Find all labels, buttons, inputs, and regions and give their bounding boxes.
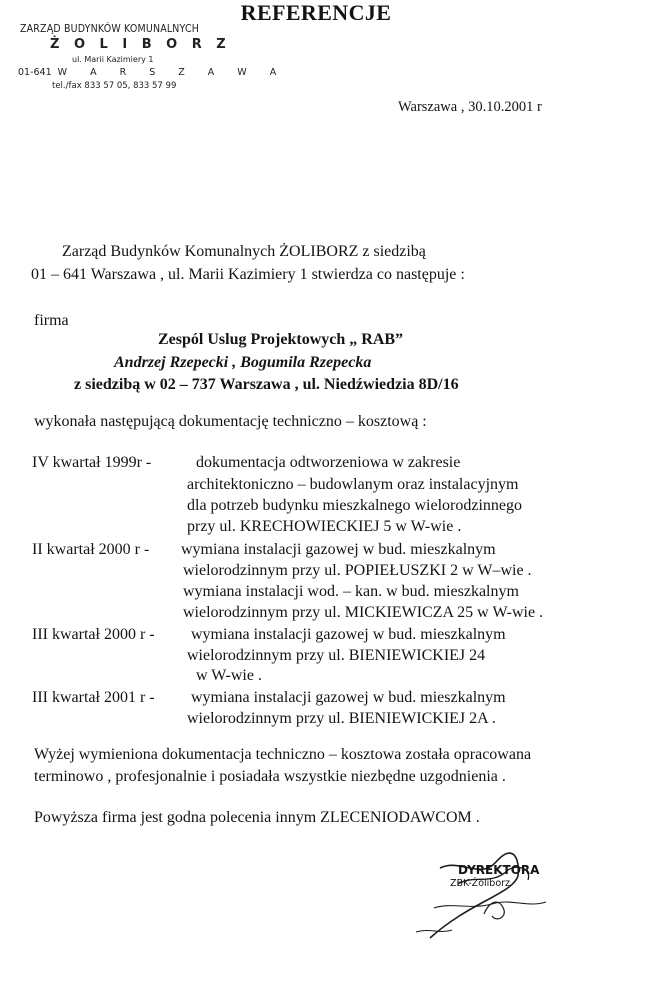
conclusion-line-2: terminowo , profesjonalnie i posiadała wszystkie niezbędne uzgodnienia .: [34, 768, 506, 785]
date-line: Warszawa , 30.10.2001 r: [398, 99, 542, 115]
letterhead-name: ZARZĄD BUDYNKÓW KOMUNALNYCH: [20, 22, 200, 35]
entry-line: architektoniczno – budowlanym oraz instalacyjnym: [187, 476, 519, 493]
signature-stamp-office: ZBK-Żoliborz: [450, 878, 511, 889]
signature-stamp-title: DYREKTORA: [458, 863, 540, 877]
intro-line-1: Zarząd Budynków Komunalnych ŻOLIBORZ z siedzibą: [62, 243, 426, 260]
entry-line: wymiana instalacji gazowej w bud. mieszkalnym: [181, 541, 496, 558]
letterhead-address-line: [18, 67, 286, 78]
letterhead-stamp: [14, 22, 287, 102]
letterhead-postal-code: 01-641: [18, 67, 52, 78]
entry-line: przy ul. KRECHOWIECKIEJ 5 w W-wie .: [187, 518, 462, 535]
entry-line: wielorodzinnym przy ul. BIENIEWICKIEJ 2A .: [187, 710, 496, 727]
entry-line: wielorodzinnym przy ul. BIENIEWICKIEJ 24: [187, 647, 486, 664]
firm-owners: Andrzej Rzepecki , Bogumila Rzepecka: [114, 354, 372, 371]
intro-line-2: 01 – 641 Warszawa , ul. Marii Kazimiery 1 stwierdza co następuje :: [31, 266, 465, 283]
director-signature: [400, 850, 590, 950]
letterhead-city: W A R S Z A W A: [57, 67, 287, 78]
entry-line: wielorodzinnym przy ul. POPIEŁUSZKI 2 w W–wie .: [183, 562, 532, 579]
entry-line: dokumentacja odtworzeniowa w zakresie: [196, 454, 461, 471]
document-title: REFERENCJE: [240, 0, 392, 25]
firm-address: z siedzibą w 02 – 737 Warszawa , ul. Niedźwiedzia 8D/16: [74, 376, 459, 393]
entry-line: dla potrzeb budynku mieszkalnego wielorodzinnego: [187, 497, 523, 514]
entry-line: wymiana instalacji gazowej w bud. mieszkalnym: [191, 626, 506, 643]
conclusion-line-1: Wyżej wymieniona dokumentacja techniczno – kosztowa została opracowana: [34, 746, 532, 763]
entry-period: IV kwartał 1999r -: [32, 454, 152, 471]
entry-line: wymiana instalacji gazowej w bud. mieszkalnym: [191, 689, 506, 706]
letterhead-street: ul. Marii Kazimiery 1: [72, 55, 154, 64]
letterhead-phone: tel./fax 833 57 05, 833 57 99: [52, 81, 177, 91]
firm-label: firma: [34, 312, 69, 329]
entry-period: III kwartał 2001 r -: [32, 689, 155, 706]
entry-period: II kwartał 2000 r -: [32, 541, 150, 558]
work-intro: wykonała następującą dokumentację techniczno – kosztową :: [34, 413, 427, 430]
letterhead-district: Ż O L I B O R Z: [50, 37, 231, 52]
entry-line: wymiana instalacji wod. – kan. w bud. mieszkalnym: [183, 583, 519, 600]
recommendation: Powyższa firma jest godna polecenia innym ZLECENIODAWCOM .: [34, 809, 480, 826]
entry-line: w W-wie .: [196, 667, 262, 684]
entry-line: wielorodzinnym przy ul. MICKIEWICZA 25 w W-wie .: [183, 604, 544, 621]
firm-name: Zespól Uslug Projektowych „ RAB”: [158, 331, 404, 348]
entry-period: III kwartał 2000 r -: [32, 626, 155, 643]
